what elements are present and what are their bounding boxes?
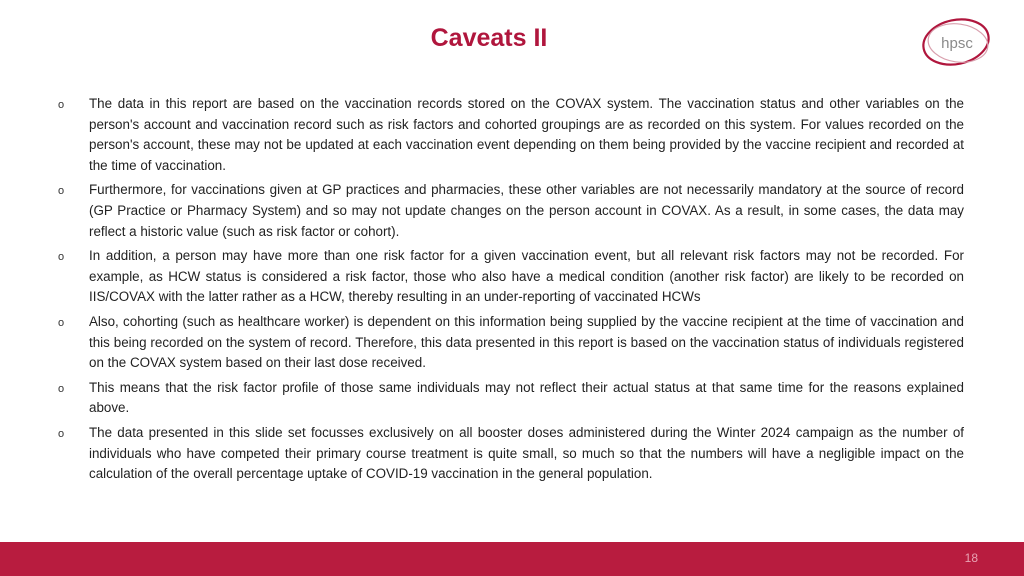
bullet-text: This means that the risk factor profile of those same individuals may not reflect their actual status at that same time for the reasons explained above. [89,379,964,416]
bullet-text: Furthermore, for vaccinations given at GP practices and pharmacies, these other variables are not necessarily mandatory at the source of record (GP Practice or Pharmacy System) and so may not update changes on the person account in COVAX. As a result, in some cases, the data may reflect a historic value (such as risk factor or cohort). [89,182,964,239]
hpsc-logo-icon [916,14,998,70]
list-item [58,246,964,308]
list-item [58,378,964,419]
caveats-list [58,94,964,489]
bullet-text: Also, cohorting (such as healthcare worker) is dependent on this information being supplied by the vaccine recipient at the time of vaccination and this being recorded on the system of record. Therefore, this data presented in this report is based on the vaccination status of individuals registered on the COVAX system based on their last dose received. [89,313,964,371]
bullet-marker: o [58,427,65,440]
slide-title: Caveats II [430,24,548,52]
bullet-text: The data presented in this slide set focusses exclusively on all booster doses administered during the Winter 2024 campaign as the number of individuals who have competed their primary course treatment is quite small, so much so that the numbers will have a negligible impact on the calculation of the overall percentage uptake of COVID-19 vaccination in the general population. [89,424,964,482]
bullet-marker: o [58,316,65,329]
bullet-marker: o [58,185,65,198]
footer-bar [0,542,1024,576]
logo-text: hpsc [941,35,973,52]
list-item [58,180,964,242]
list-item [58,423,964,485]
page-number: 18 [964,551,978,565]
bullet-marker: o [58,251,65,264]
bullet-text: The data in this report are based on the vaccination records stored on the COVAX system. The vaccination status and other variables on the person's account and vaccination record such as risk factors and cohorted groupings are as recorded on this system. For values recorded on the person's account, these may not be updated at each vaccination event depending on them being provided by the vaccine recipient and recorded at the time of vaccination. [89,96,964,173]
list-item [58,94,964,176]
bullet-marker: o [58,382,65,395]
list-item [58,312,964,374]
bullet-text: In addition, a person may have more than one risk factor for a given vaccination event, but all relevant risk factors may not be recorded. For example, as HCW status is considered a risk factor, those who also have a medical condition (another risk factor) are likely to be recorded on IIS/COVAX with the latter rather as a HCW, thereby resulting in an under-reporting of vaccinated HCWs [89,248,964,305]
hpsc-logo [916,14,998,70]
bullet-marker: o [58,99,65,111]
